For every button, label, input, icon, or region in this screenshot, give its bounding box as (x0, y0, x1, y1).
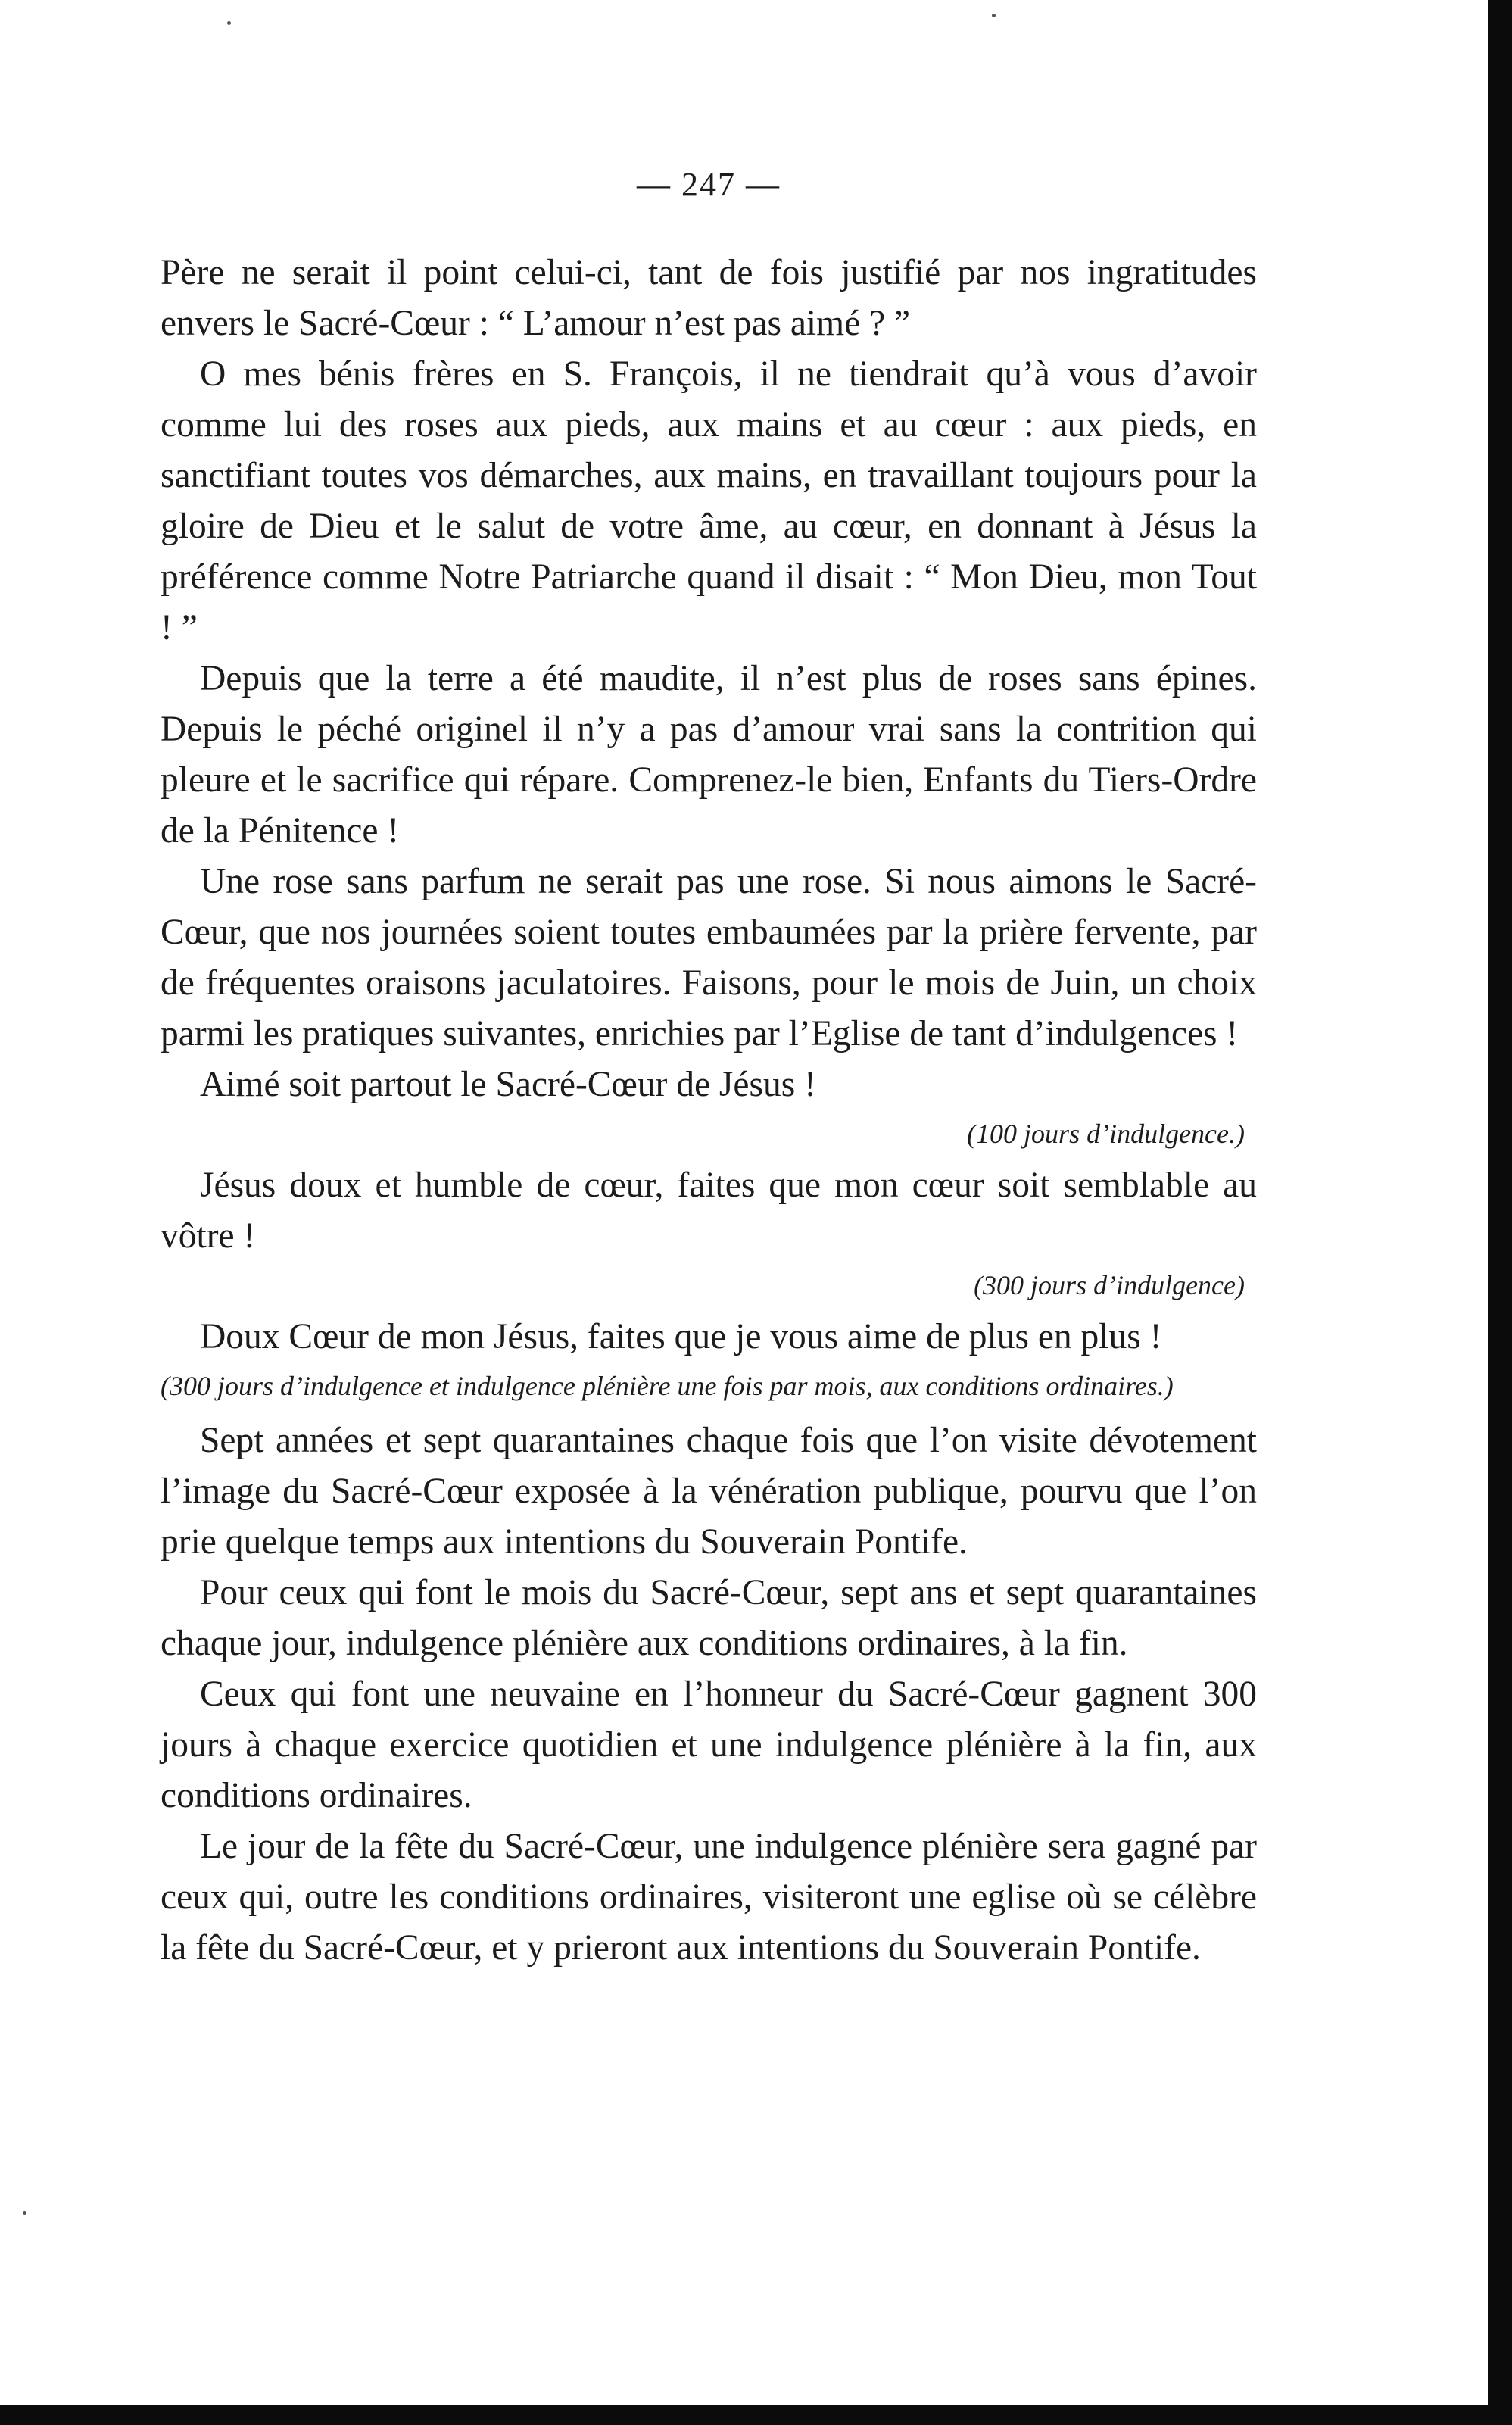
paragraph: Père ne serait il point celui-ci, tant de fois justifié par nos ingratitudes envers le Sacré-Cœur : “ L’amour n’est pas aimé ? ” (161, 253, 1257, 343)
scan-speck (227, 21, 231, 25)
prayer-line: Jésus doux et humble de cœur, faites que mon cœur soit semblable au vôtre ! (161, 1166, 1257, 1256)
indulgence-note: (300 jours d’indulgence et indulgence plénière une fois par mois, aux conditions ordinaires.) (161, 1371, 1174, 1401)
scan-border-bottom (0, 2405, 1512, 2425)
scan-speck (992, 14, 996, 17)
indulgence-note: (300 jours d’indulgence) (974, 1270, 1245, 1300)
paragraph: Sept années et sept quarantaines chaque fois que l’on visite dévotement l’image du Sacré-Cœur exposée à la vénération publique, pourvu que l’on prie quelque temps aux intentions du Souverain Pontife. (161, 1421, 1257, 1562)
book-page (161, 165, 1257, 1974)
paragraph: O mes bénis frères en S. François, il ne tiendrait qu’à vous d’avoir comme lui des roses aux pieds, aux mains et au cœur : aux pieds, en sanctifiant toutes vos démarches, aux mains, en travaillant toujours pour la gloire de Dieu et le salut de votre âme, au cœur, en donnant à Jésus la préférence comme Notre Patriarche quand il disait : “ Mon Dieu, mon Tout ! ” (161, 354, 1257, 648)
paragraph: Pour ceux qui font le mois du Sacré-Cœur, sept ans et sept quarantaines chaque jour, indulgence plénière aux conditions ordinaires, à la fin. (161, 1573, 1257, 1663)
paragraph: Depuis que la terre a été maudite, il n’est plus de roses sans épines. Depuis le péché originel il n’y a pas d’amour vrai sans la contrition qui pleure et le sacrifice qui répare. Comprenez-le bien, Enfants du Tiers-Ordre de la Pénitence ! (161, 659, 1257, 850)
paragraph: Une rose sans parfum ne serait pas une rose. Si nous aimons le Sacré-Cœur, que nos journées soient toutes embaumées par la prière fervente, par de fréquentes oraisons jaculatoires. Faisons, pour le mois de Juin, un choix parmi les pratiques suivantes, enrichies par l’Eglise de tant d’indulgences ! (161, 862, 1257, 1053)
indulgence-note: (100 jours d’indulgence.) (967, 1119, 1245, 1149)
prayer-line: Doux Cœur de mon Jésus, faites que je vous aime de plus en plus ! (200, 1317, 1162, 1356)
paragraph: Ceux qui font une neuvaine en l’honneur du Sacré-Cœur gagnent 300 jours à chaque exercice quotidien et une indulgence plénière à la fin, aux conditions ordinaires. (161, 1674, 1257, 1815)
scan-border-right (1488, 0, 1512, 2425)
paragraph: Le jour de la fête du Sacré-Cœur, une indulgence plénière sera gagné par ceux qui, outre les conditions ordinaires, visiteront une eglise où se célèbre la fête du Sacré-Cœur, et y prieront aux intentions du Souverain Pontife. (161, 1827, 1257, 1968)
prayer-line: Aimé soit partout le Sacré-Cœur de Jésus ! (200, 1065, 816, 1104)
scan-speck (23, 2211, 26, 2215)
page-number: — 247 — (637, 166, 781, 203)
